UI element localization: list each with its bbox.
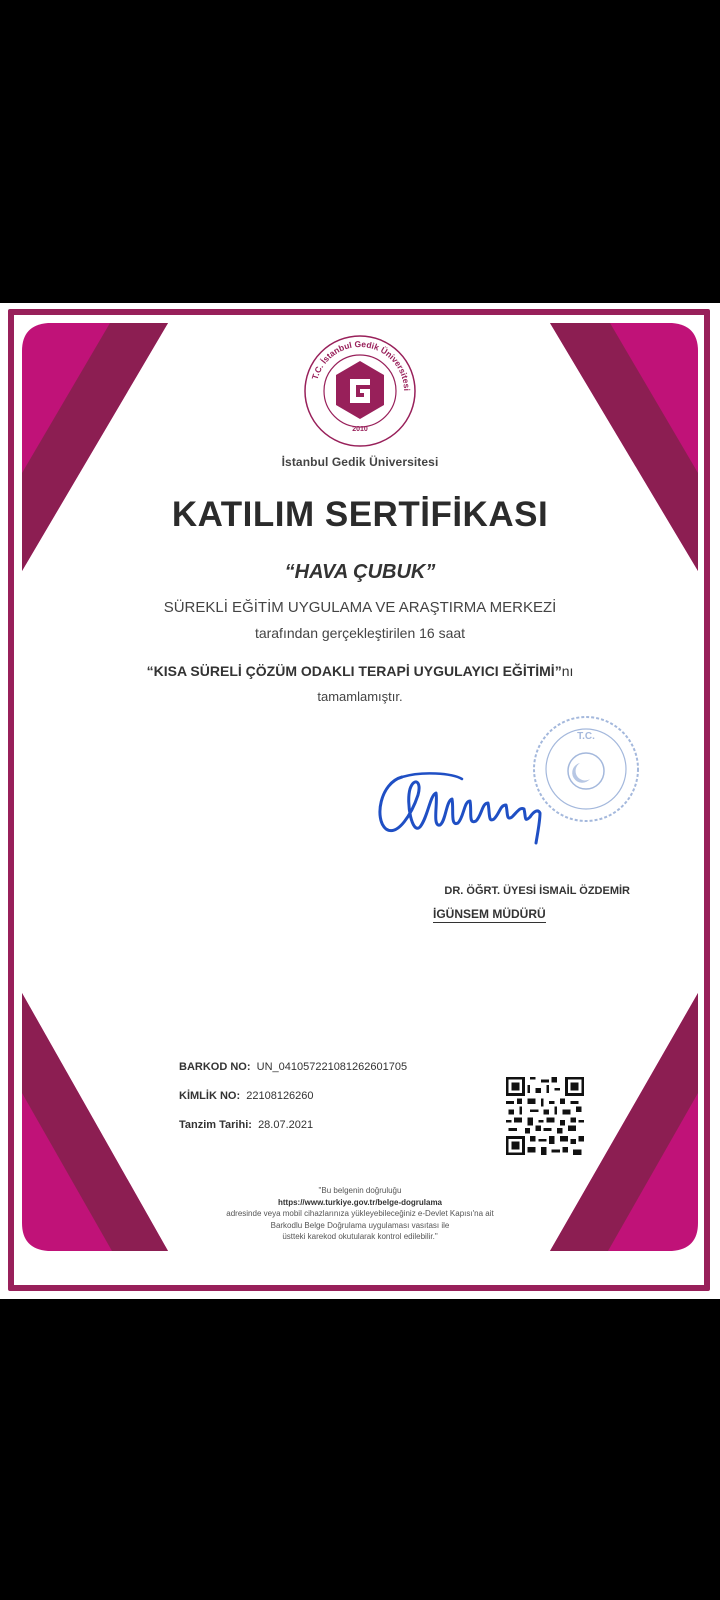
- signature: [372, 743, 558, 853]
- verification-line-1: "Bu belgenin doğruluğu: [318, 1186, 402, 1195]
- date-label: Tanzim Tarihi:: [179, 1119, 252, 1131]
- date-value: 28.07.2021: [258, 1119, 314, 1131]
- course-title: “KISA SÜRELİ ÇÖZÜM ODAKLI TERAPİ UYGULAYICI EĞİTİMİ”: [146, 663, 562, 679]
- hours-text: tarafından gerçekleştirilen 16 saat: [254, 625, 466, 641]
- verification-line-3: adresinde veya mobil cihazlarınıza yükleyebileceğiniz e-Devlet Kapısı'na ait: [226, 1209, 494, 1218]
- id-label: KİMLİK NO:: [179, 1090, 241, 1102]
- university-name: İstanbul Gedik Üniversitesi: [281, 455, 439, 469]
- course-suffix: nı: [561, 663, 574, 679]
- logo-ring-text: T.C. İstanbul Gedik Üniversitesi: [309, 338, 413, 392]
- logo-year: 2010: [352, 426, 368, 433]
- date-row: [179, 1119, 313, 1131]
- certificate: [0, 303, 720, 1299]
- barcode-value: UN_041057221081262601705: [256, 1061, 408, 1073]
- verification-url[interactable]: https://www.turkiye.gov.tr/belge-dogrulama: [277, 1197, 442, 1207]
- verification-line-5: üstteki karekod okutularak kontrol edilebilir.": [282, 1232, 438, 1241]
- recipient-name: “HAVA ÇUBUK”: [284, 561, 436, 583]
- signer-role: İGÜNSEM MÜDÜRÜ: [433, 907, 546, 921]
- university-logo: [302, 333, 418, 449]
- id-row: [179, 1090, 314, 1102]
- id-value: 22108126260: [246, 1090, 314, 1102]
- signer-name: DR. ÖĞRT. ÜYESİ İSMAİL ÖZDEMİR: [444, 885, 630, 897]
- barcode-label: BARKOD NO:: [179, 1061, 251, 1073]
- verification-line-4: Barkodlu Belge Doğrulama uygulaması vasıtası ile: [270, 1220, 450, 1230]
- completed-text: tamamlamıştır.: [317, 689, 403, 704]
- course-line: [0, 663, 720, 679]
- verification-note: [150, 1185, 570, 1243]
- center-name: SÜREKLİ EĞİTİM UYGULAMA VE ARAŞTIRMA MERKEZİ: [163, 599, 557, 616]
- qr-code: [506, 1077, 584, 1155]
- barcode-row: [179, 1061, 407, 1073]
- stamp-text: T.C.: [577, 731, 595, 742]
- certificate-title: KATILIM SERTİFİKASI: [171, 495, 549, 534]
